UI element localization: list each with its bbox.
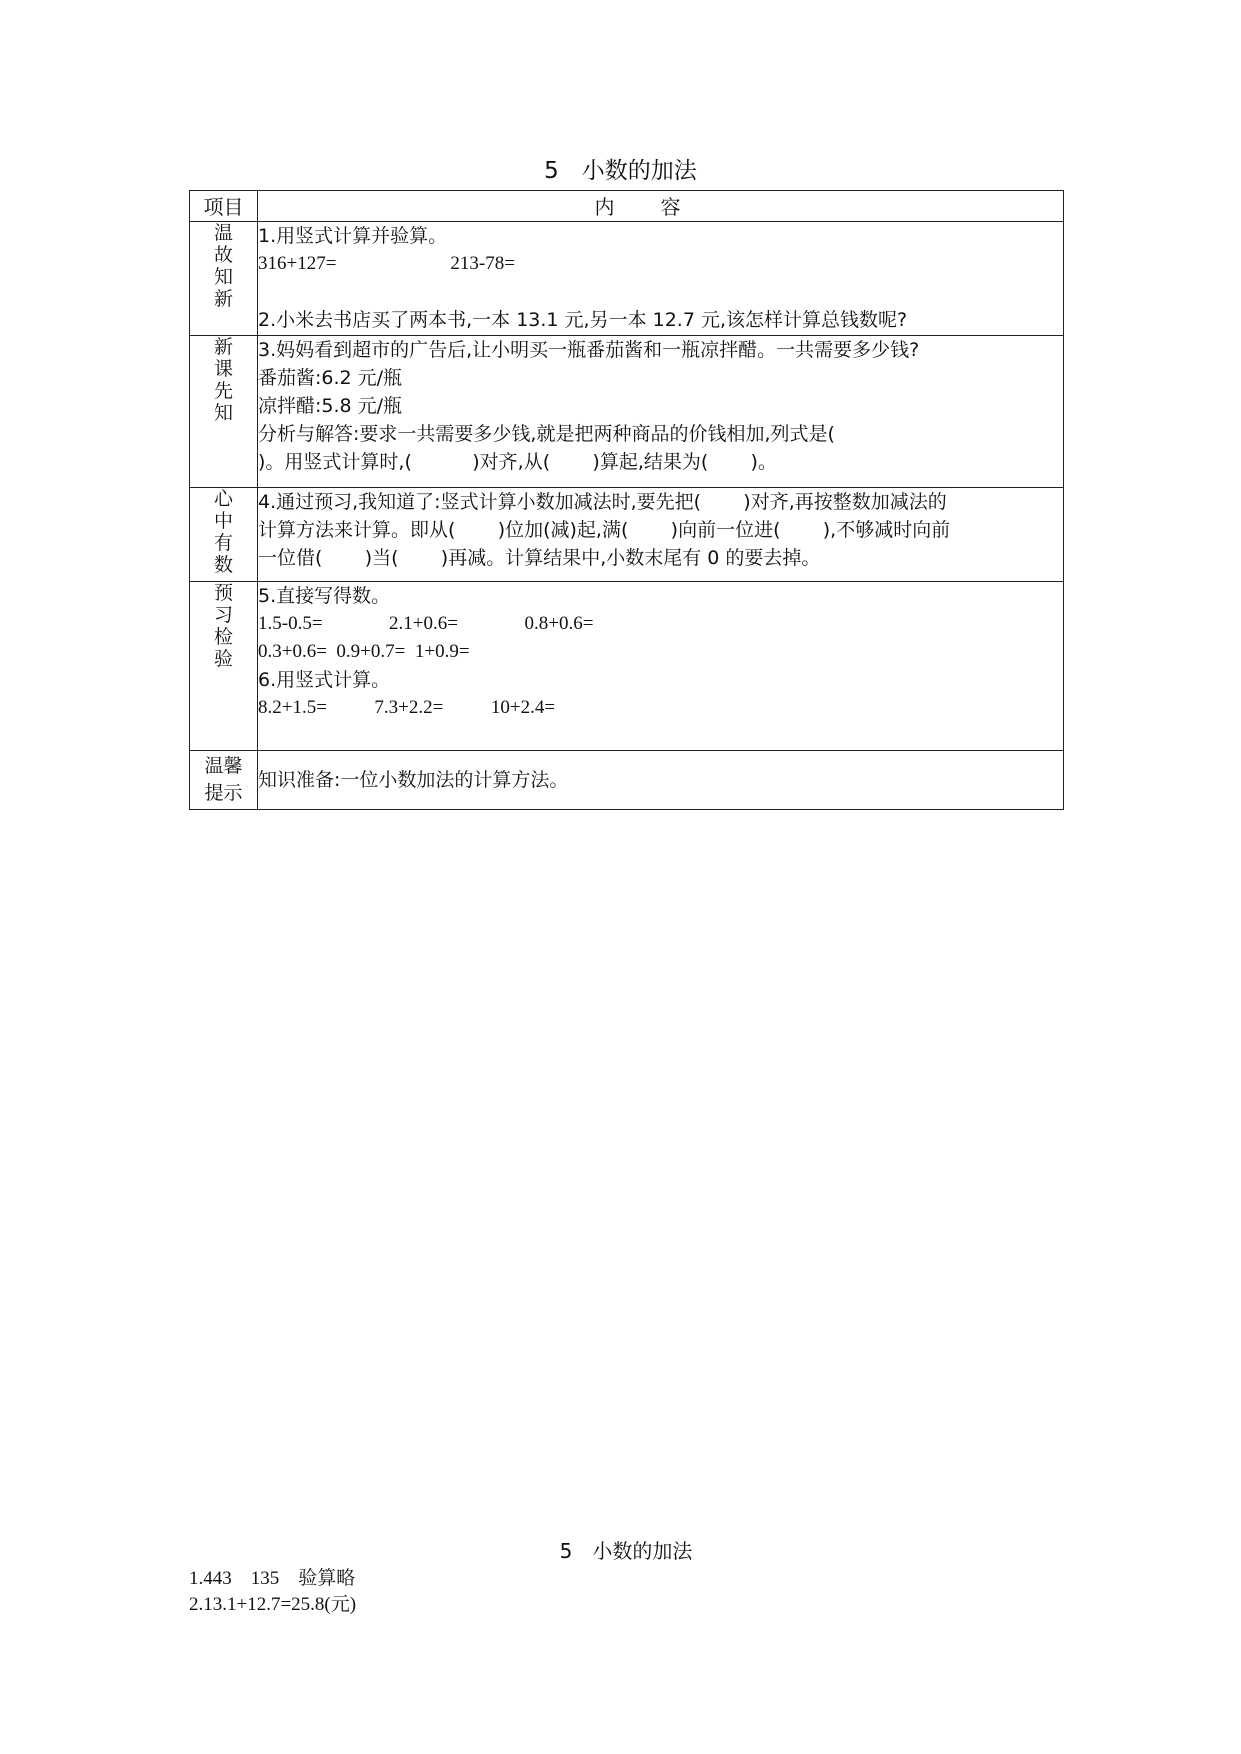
content-line: 一位借( )当( )再减。计算结果中,小数末尾有 0 的要去掉。 bbox=[258, 547, 821, 569]
content-line: 6.用竖式计算。 bbox=[258, 669, 391, 691]
content-cell bbox=[258, 222, 1064, 336]
category-label: 温馨提示 bbox=[204, 755, 243, 804]
category-cell bbox=[190, 582, 258, 751]
content-cell bbox=[258, 488, 1064, 582]
content-cell bbox=[258, 751, 1064, 810]
category-label: 新课先知 bbox=[213, 336, 233, 424]
content-line: 知识准备:一位小数加法的计算方法。 bbox=[258, 769, 569, 791]
header-content: 内容 bbox=[258, 191, 1064, 222]
table-header-row bbox=[190, 191, 1064, 222]
category-label: 温故知新 bbox=[213, 222, 233, 310]
header-item: 项目 bbox=[190, 191, 258, 222]
content-line: 2.小米去书店买了两本书,一本 13.1 元,另一本 12.7 元,该怎样计算总钱数呢? bbox=[258, 309, 908, 331]
content-line: )。用竖式计算时,( )对齐,从( )算起,结果为( )。 bbox=[258, 451, 777, 473]
content-line: 8.2+1.5= 7.3+2.2= 10+2.4= bbox=[258, 697, 556, 718]
content-line: 0.3+0.6= 0.9+0.7= 1+0.9= bbox=[258, 641, 470, 662]
content-line: 1.用竖式计算并验算。 bbox=[258, 225, 448, 247]
category-cell bbox=[190, 751, 258, 810]
page-title: 5 小数的加法 bbox=[544, 158, 697, 184]
content-line: 316+127= 213-78= bbox=[258, 253, 515, 274]
table-row bbox=[190, 222, 1064, 336]
content-line bbox=[258, 278, 1063, 306]
category-cell bbox=[190, 222, 258, 336]
content-cell bbox=[258, 582, 1064, 751]
content-line: 番茄酱:6.2 元/瓶 bbox=[258, 367, 403, 389]
content-line: 4.通过预习,我知道了:竖式计算小数加减法时,要先把( )对齐,再按整数加减法的 bbox=[258, 491, 947, 513]
category-cell bbox=[190, 488, 258, 582]
category-label: 心中有数 bbox=[213, 488, 233, 576]
category-cell bbox=[190, 336, 258, 488]
table-row bbox=[190, 751, 1064, 810]
table-row bbox=[190, 488, 1064, 582]
answer-line: 2.13.1+12.7=25.8(元) bbox=[189, 1594, 357, 1615]
content-cell bbox=[258, 336, 1064, 488]
table-row bbox=[190, 336, 1064, 488]
content-line bbox=[258, 722, 1063, 750]
content-line: 分析与解答:要求一共需要多少钱,就是把两种商品的价钱相加,列式是( bbox=[258, 423, 835, 445]
worksheet-table bbox=[189, 190, 1064, 810]
category-label: 预习检验 bbox=[213, 582, 233, 670]
answer-section bbox=[189, 1538, 1063, 1618]
table-row bbox=[190, 582, 1064, 751]
answer-line: 1.443 135 验算略 bbox=[189, 1568, 356, 1589]
content-line: 计算方法来计算。即从( )位加(减)起,满( )向前一位进( ),不够减时向前 bbox=[258, 519, 951, 541]
content-line: 5.直接写得数。 bbox=[258, 585, 391, 607]
content-line: 1.5-0.5= 2.1+0.6= 0.8+0.6= bbox=[258, 613, 594, 634]
answer-title: 5 小数的加法 bbox=[559, 1539, 693, 1563]
content-line: 凉拌醋:5.8 元/瓶 bbox=[258, 395, 403, 417]
content-line: 3.妈妈看到超市的广告后,让小明买一瓶番茄酱和一瓶凉拌醋。一共需要多少钱? bbox=[258, 339, 920, 361]
